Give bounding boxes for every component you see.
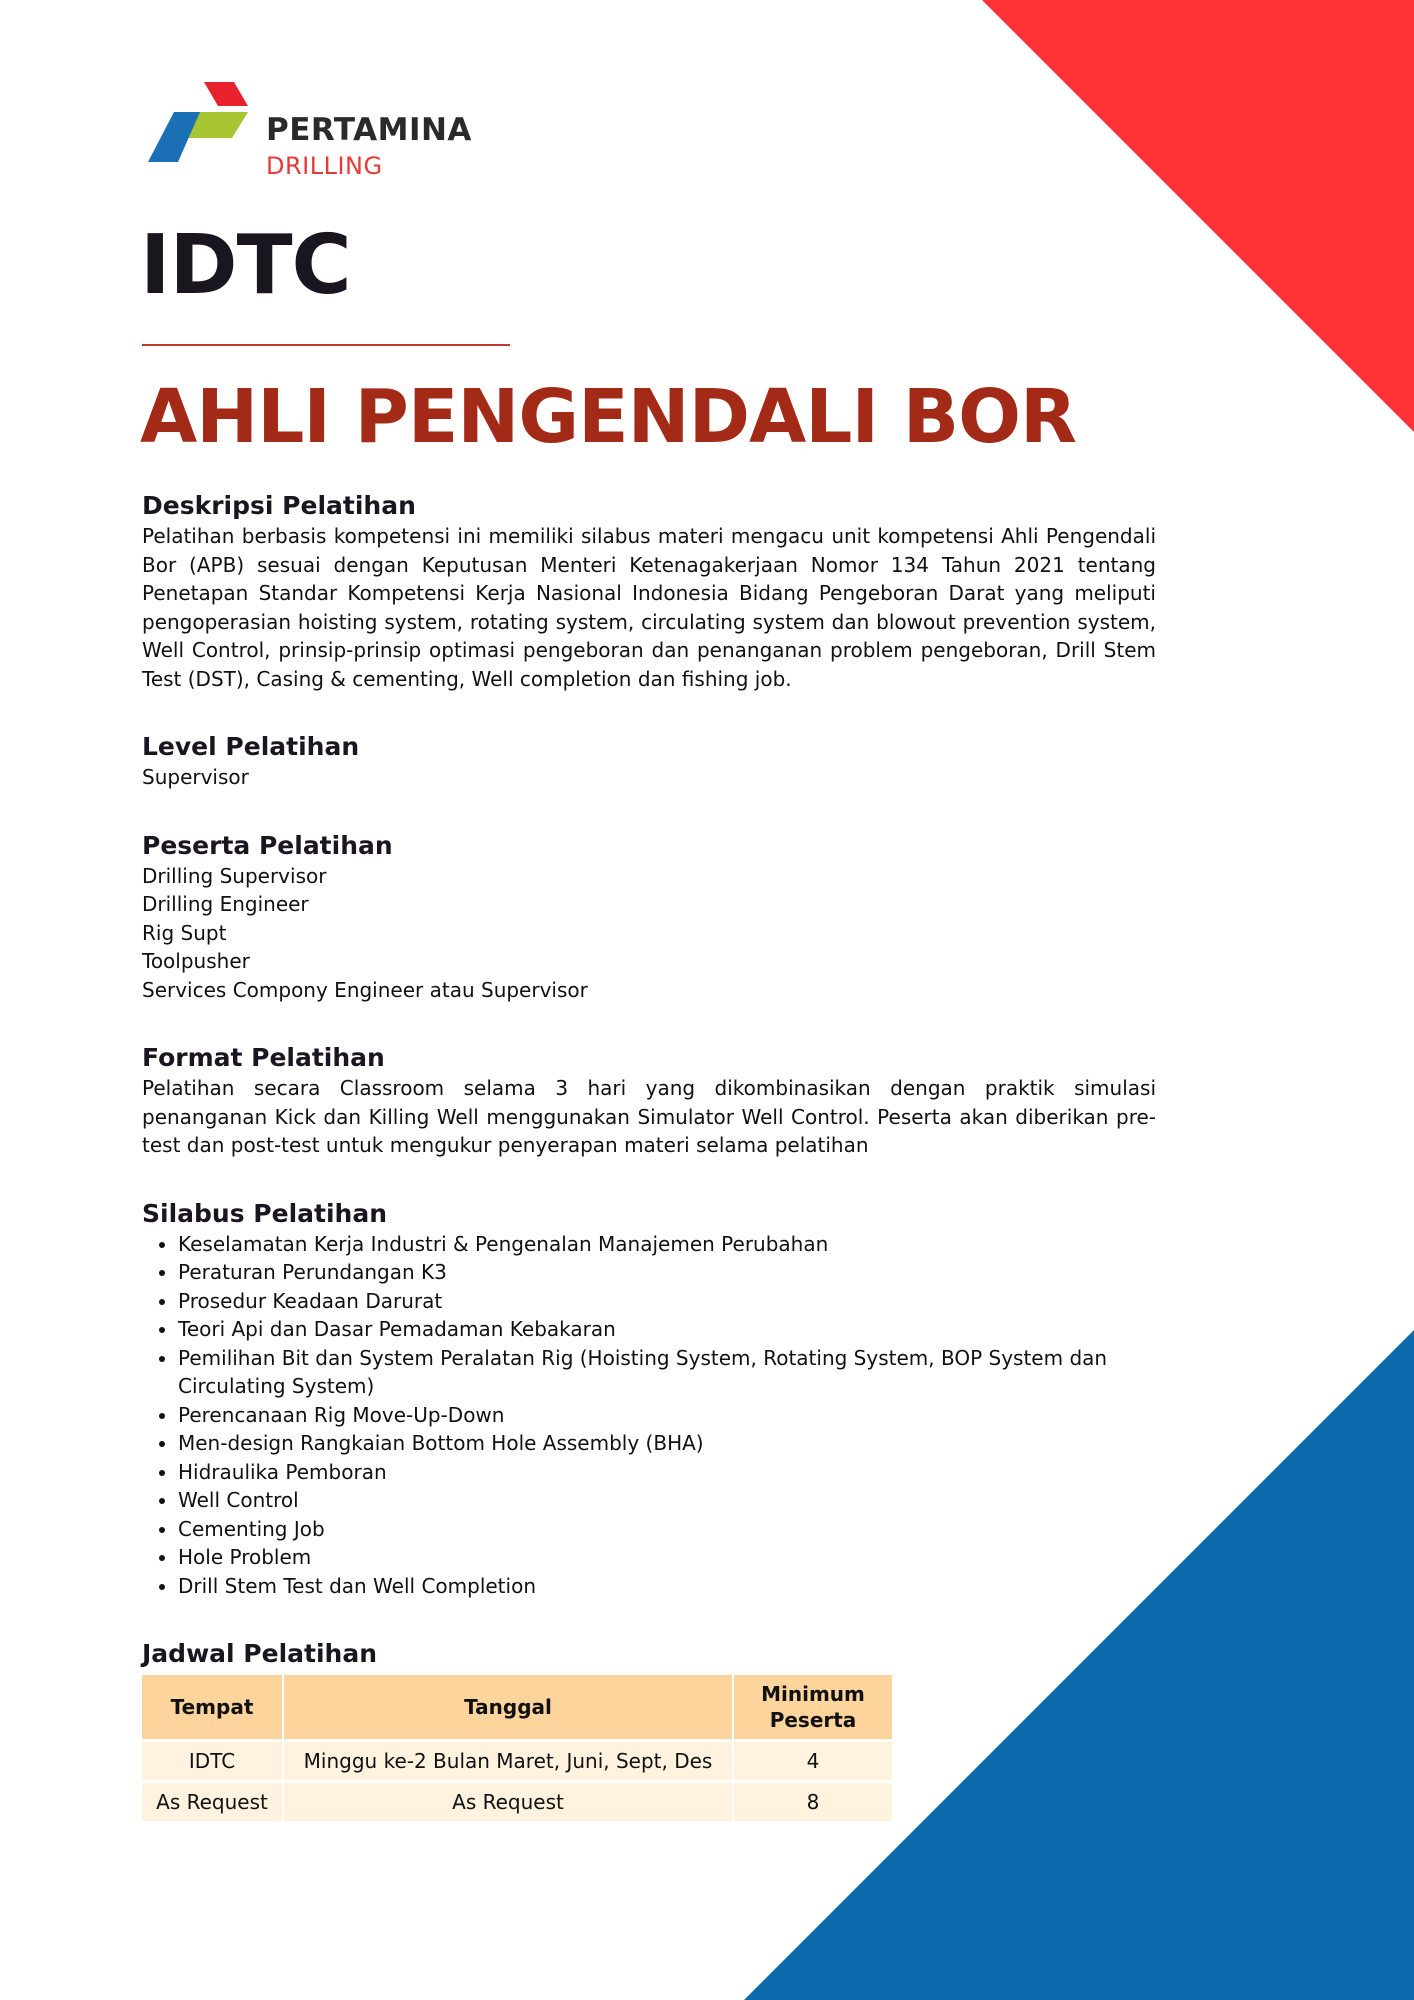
org-title: IDTC — [140, 218, 351, 313]
syllabus-item: • Prosedur Keadaan Darurat — [178, 1287, 1156, 1316]
title-divider — [142, 344, 510, 346]
pertamina-logo-icon — [148, 82, 250, 162]
pertamina-drilling-logo — [148, 82, 488, 182]
section-heading: Deskripsi Pelatihan — [142, 491, 416, 520]
table-cell: As Request — [284, 1783, 732, 1821]
table-cell: Minggu ke-2 Bulan Maret, Juni, Sept, Des — [284, 1742, 732, 1780]
participant-item: Drilling Supervisor — [142, 863, 327, 888]
syllabus-item: • Teori Api dan Dasar Pemadaman Kebakaran — [178, 1315, 1156, 1344]
syllabus-item: • Men-design Rangkaian Bottom Hole Assembly (BHA) — [178, 1429, 1156, 1458]
participant-item: Rig Supt — [142, 920, 227, 945]
section-heading: Level Pelatihan — [142, 732, 360, 761]
section-deskripsi — [142, 490, 1156, 693]
section-silabus — [142, 1198, 1156, 1601]
syllabus-item: • Pemilihan Bit dan System Peralatan Rig (Hoisting System, Rotating System, BOP System dan Circulating System) — [178, 1344, 1156, 1401]
description-text: Pelatihan berbasis kompetensi ini memiliki silabus materi mengacu unit kompetensi Ahli Pengendali Bor (APB) sesuai dengan Keputusan Menteri Ketenagakerjaan Nomor 134 Tahun 2021 tentang Penetapan Standar Kompetensi Kerja Nasional Indonesia Bidang Pengeboran Darat yang meliputi pengoperasian hoisting system, rotating system, circulating system dan blowout prevention system, Well Control, prinsip-prinsip optimasi pengeboran dan penanganan problem pengeboran, Drill Stem Test (DST), Casing & cementing, Well completion dan fishing job. — [142, 524, 1156, 691]
column-header-minimum: Minimum Peserta — [734, 1675, 892, 1739]
participant-item: Toolpusher — [142, 949, 250, 973]
syllabus-list — [142, 1230, 1156, 1601]
table-cell: 4 — [734, 1742, 892, 1780]
participant-item: Services Compony Engineer atau Supervisor — [142, 977, 588, 1002]
course-title: AHLI PENGENDALI BOR — [140, 374, 1077, 460]
section-peserta — [142, 830, 1156, 1005]
section-heading: Silabus Pelatihan — [142, 1198, 387, 1228]
table-row — [142, 1742, 892, 1780]
logo-sub: DRILLING — [266, 152, 383, 180]
syllabus-item: • Peraturan Perundangan K3 — [178, 1258, 1156, 1287]
section-heading: Jadwal Pelatihan — [142, 1639, 378, 1668]
content — [142, 490, 1156, 1824]
level-text: Supervisor — [142, 765, 249, 789]
column-header-tanggal: Tanggal — [284, 1675, 732, 1739]
table-cell: As Request — [142, 1783, 282, 1821]
table-cell: IDTC — [142, 1742, 282, 1780]
syllabus-item: • Hole Problem — [178, 1543, 1156, 1572]
section-heading: Peserta Pelatihan — [142, 830, 393, 860]
syllabus-item: • Cementing Job — [178, 1515, 1156, 1544]
syllabus-item: • Drill Stem Test dan Well Completion — [178, 1572, 1156, 1601]
column-header-tempat: Tempat — [142, 1675, 282, 1739]
section-format — [142, 1042, 1156, 1160]
table-row — [142, 1783, 892, 1821]
participant-item: Drilling Engineer — [142, 892, 309, 916]
section-heading: Format Pelatihan — [142, 1043, 385, 1072]
section-jadwal — [142, 1638, 1156, 1824]
logo-name: PERTAMINA — [266, 112, 472, 148]
section-level — [142, 731, 1156, 792]
syllabus-item: • Well Control — [178, 1486, 1156, 1515]
format-text: Pelatihan secara Classroom selama 3 hari yang dikombinasikan dengan praktik simulasi penanganan Kick dan Killing Well menggunakan Simulator Well Control. Peserta akan diberikan pre-test dan post-test untuk mengukur penyerapan materi selama pelatihan — [142, 1076, 1156, 1157]
table-header-row — [142, 1675, 892, 1739]
syllabus-item: • Perencanaan Rig Move-Up-Down — [178, 1401, 1156, 1430]
table-cell: 8 — [734, 1783, 892, 1821]
schedule-table — [140, 1672, 894, 1824]
syllabus-item: • Keselamatan Kerja Industri & Pengenalan Manajemen Perubahan — [178, 1230, 1156, 1259]
syllabus-item: • Hidraulika Pemboran — [178, 1458, 1156, 1487]
